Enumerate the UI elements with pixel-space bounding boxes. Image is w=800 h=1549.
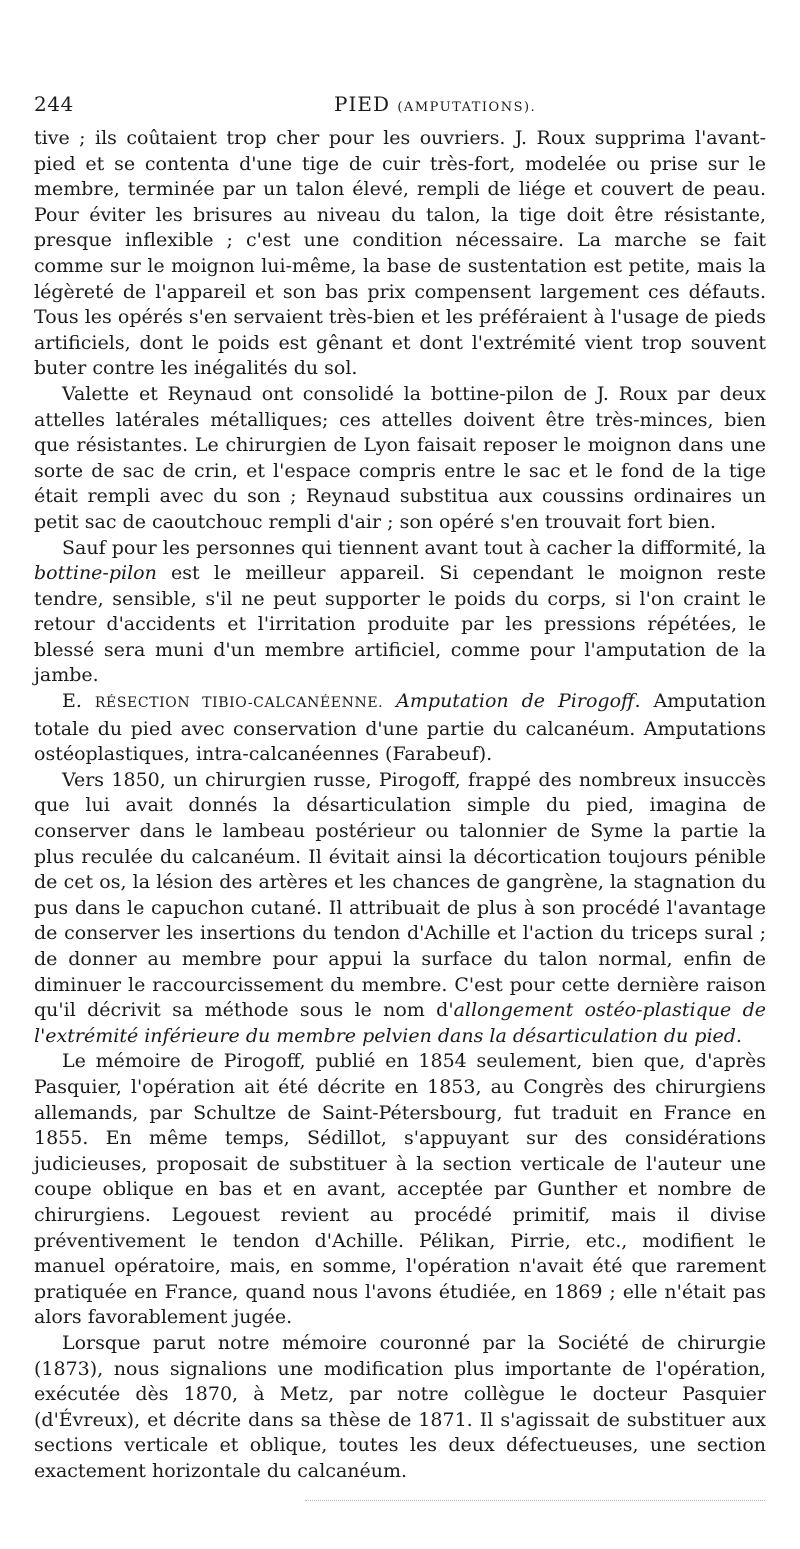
text-run: Sauf pour les personnes qui tiennent avant tout à cacher la difformité, la bbox=[62, 536, 766, 559]
page-number: 244 bbox=[34, 92, 74, 116]
section-subtitle: Amputation de Pirogoff. bbox=[396, 690, 641, 713]
paragraph-memoire: Le mémoire de Pirogoff, publié en 1854 seulement, bien que, d'après Pasquier, l'opération ait été décrite en 1853, au Congrès des chirurgiens allemands, par Schultze de Saint-Pétersbourg, fut traduit en France en 1855. En même temps, Sédillot, s'appuyant sur des considérations judicieuses, proposait de substituer à la section verticale de l'auteur une coupe oblique en bas et en avant, acceptée par Gunther et nombre de chirurgiens. Legouest revient au procédé primitif, mais il divise préventivement le tendon d'Achille. Pélikan, Pirrie, etc., modifient le manuel opératoire, mais, en somme, l'opération n'avait été que rarement pratiquée en France, quand nous l'avons étudiée, en 1869 ; elle n'était pas alors favorablement jugée. bbox=[34, 1050, 766, 1329]
emphasis-text: allongement ostéo-plastique de l'extrémité inférieure du membre pelvien dans la désarticulation du pied. bbox=[34, 999, 766, 1047]
paragraph-continuation: tive ; ils coûtaient trop cher pour les ouvriers. J. Roux supprima l'avant-pied et se contenta d'une tige de cuir très-fort, modelée ou prise sur le membre, terminée par un talon élevé, rempli de liége et couvert de peau. Pour éviter les brisures au niveau du talon, la tige doit être résistante, presque inflexible ; c'est une condition nécessaire. La marche se fait comme sur le moignon lui-même, la base de sustentation est petite, mais la légèreté de l'appareil et son bas prix compensent largement ces défauts. Tous les opérés s'en servaient très-bien et les préféraient à l'usage de pieds artificiels, dont le poids est gênant et dont l'extrémité vient trop souvent buter contre les inégalités du sol. bbox=[34, 127, 766, 380]
body-text bbox=[34, 126, 766, 1484]
running-head-title: PIED bbox=[334, 92, 390, 116]
paragraph-bottine bbox=[34, 536, 766, 690]
emphasis-text: bottine-pilon bbox=[34, 562, 157, 585]
paragraph-pirogoff-history bbox=[34, 768, 766, 1050]
footer-rule bbox=[305, 1500, 765, 1502]
paragraph-pasquier: Lorsque parut notre mémoire couronné par la Société de chirurgie (1873), nous signalions une modification plus importante de l'opération, exécutée dès 1870, à Metz, par notre collègue le docteur Pasquier (d'Évreux), et décrite dans sa thèse de 1871. Il s'agissait de substituer aux sections verticale et oblique, toutes les deux défectueuses, une section exactement horizontale du calcanéum. bbox=[34, 1331, 766, 1482]
running-head-subtitle: (AMPUTATIONS). bbox=[397, 100, 537, 115]
text-run: est le meilleur appareil. Si cependant le moignon reste tendre, sensible, s'il ne peut supporter le poids du corps, si l'on craint le retour d'accidents et l'irritation produite par les pressions répétées, le blessé sera muni d'un membre artificiel, comme pour l'amputation de la jambe. bbox=[34, 562, 766, 687]
paragraph-valette: Valette et Reynaud ont consolidé la bottine-pilon de J. Roux par deux attelles latérales métalliques; ces attelles doivent être très-minces, bien que résistantes. Le chirurgien de Lyon faisait reposer le moignon dans une sorte de sac de crin, et l'espace compris entre le sac et le fond de la tige était rempli avec du son ; Reynaud substitua aux coussins ordinaires un petit sac de caoutchouc rempli d'air ; son opéré s'en trouvait fort bien. bbox=[34, 382, 766, 533]
section-heading-resection bbox=[34, 689, 766, 768]
section-heading: RÉSECTION TIBIO-CALCANÉENNE. bbox=[94, 695, 384, 712]
running-head bbox=[334, 92, 536, 116]
text-run: Amputation totale du pied avec conservation d'une partie du calcanéum. Amputations ostéoplastiques, intra-calcanéennes (Farabeuf). bbox=[34, 690, 766, 766]
page-header bbox=[34, 92, 766, 122]
text-run: Vers 1850, un chirurgien russe, Pirogoff, frappé des nombreux insuccès que lui avait donnés la désarticulation simple du pied, imagina de conserver dans le lambeau postérieur ou talonnier de Syme la partie la plus reculée du calcanéum. Il évitait ainsi la décortication toujours pénible de cet os, la lésion des artères et les chances de gangrène, la stagnation du pus dans le capuchon cutané. Il attribuait de plus à son procédé l'avantage de conserver les insertions du tendon d'Achille et l'action du triceps sural ; de donner au membre pour appui la surface du talon normal, enfin de diminuer le raccourcissement du membre. C'est pour cette dernière raison qu'il décrivit sa méthode sous le nom d' bbox=[34, 768, 766, 1022]
section-label: E. bbox=[62, 690, 82, 713]
